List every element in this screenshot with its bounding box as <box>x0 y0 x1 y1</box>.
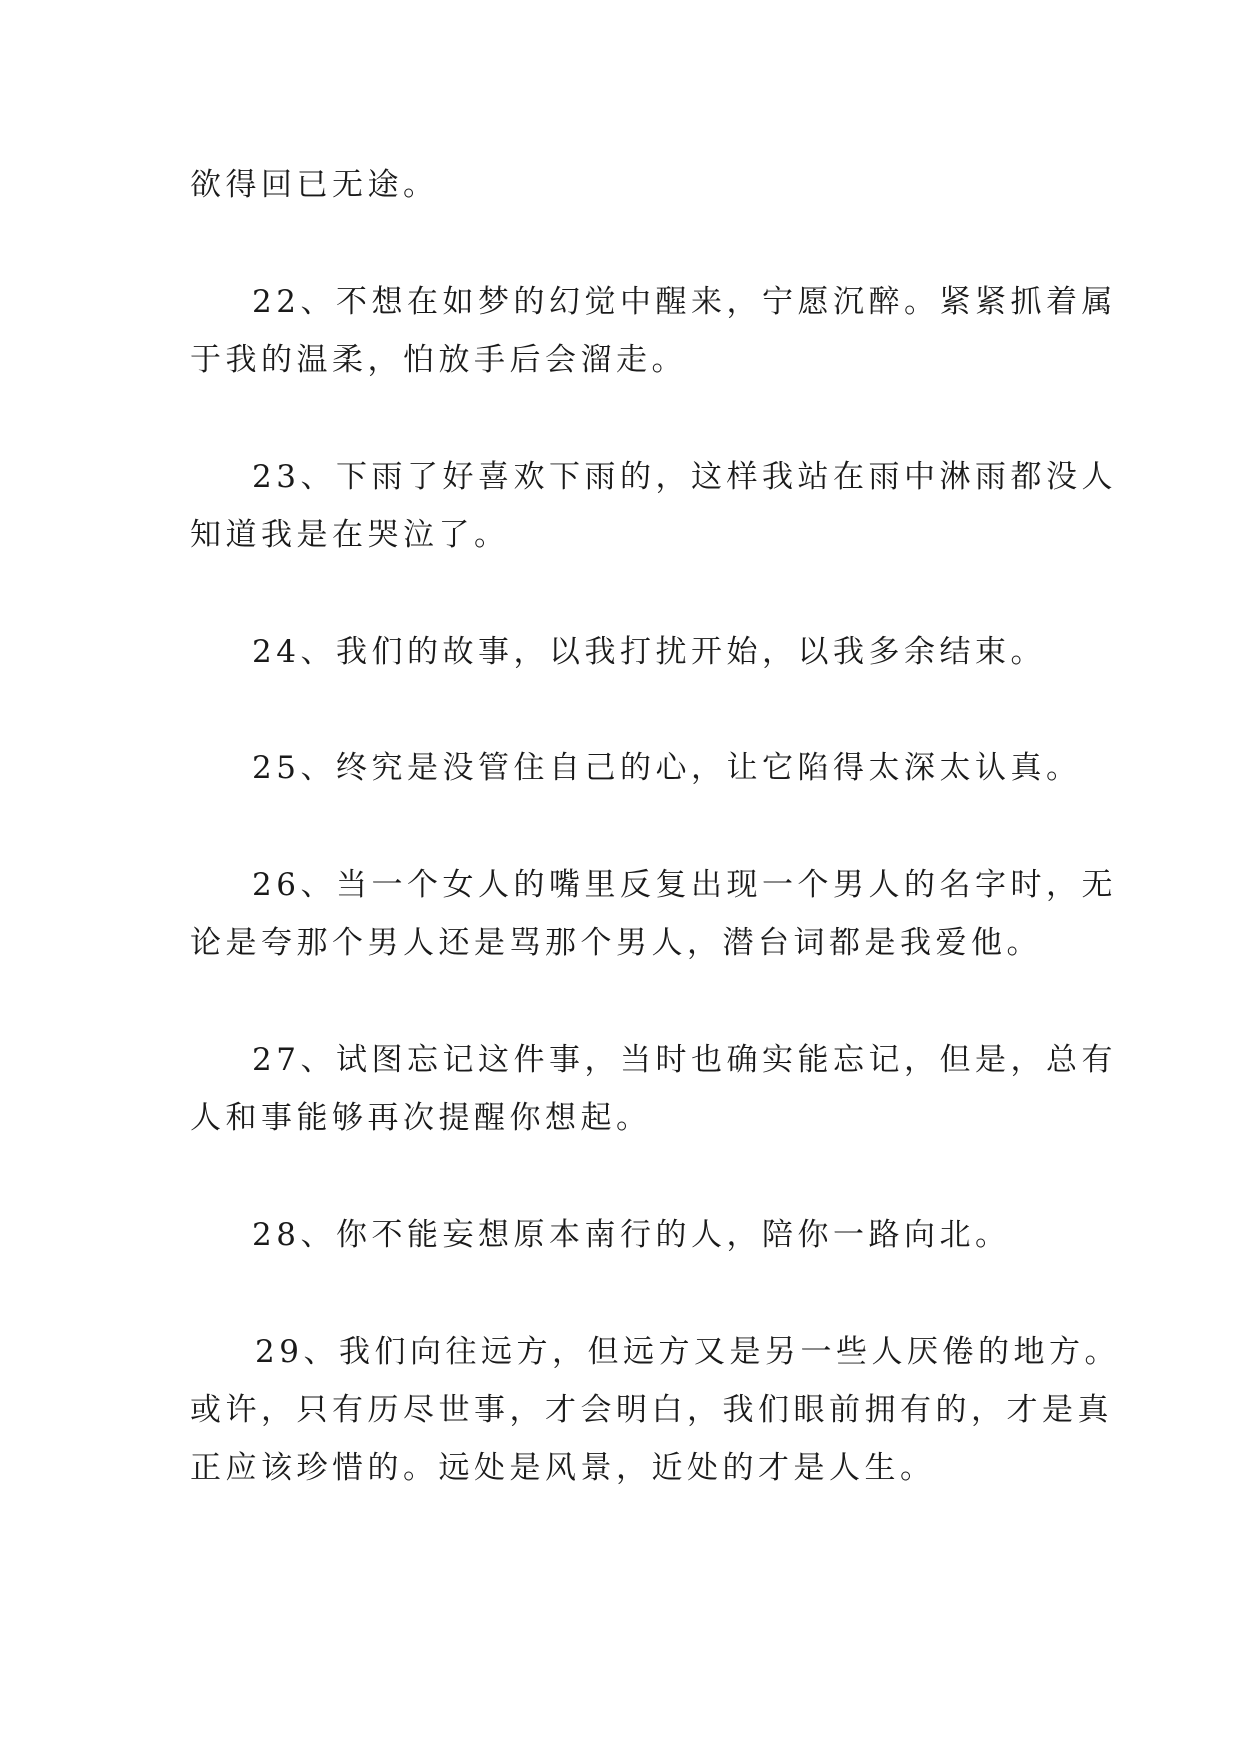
paragraph-24: 24、我们的故事，以我打扰开始，以我多余结束。 <box>252 634 1046 670</box>
paragraph-22-line-1: 22、不想在如梦的幻觉中醒来，宁愿沉醉。紧紧抓着属 <box>252 284 1117 320</box>
paragraph-29-line-3: 正应该珍惜的。远处是风景，近处的才是人生。 <box>190 1450 936 1486</box>
paragraph-22-line-2: 于我的温柔，怕放手后会溜走。 <box>190 342 687 378</box>
paragraph-27-line-2: 人和事能够再次提醒你想起。 <box>190 1100 652 1136</box>
paragraph-26-line-1: 26、当一个女人的嘴里反复出现一个男人的名字时，无 <box>252 867 1117 903</box>
paragraph-21-line-2: 欲得回已无途。 <box>190 167 439 203</box>
paragraph-29-line-2: 或许，只有历尽世事，才会明白，我们眼前拥有的，才是真 <box>190 1392 1113 1428</box>
paragraph-23-line-1: 23、下雨了好喜欢下雨的，这样我站在雨中淋雨都没人 <box>252 459 1117 495</box>
paragraph-27-line-1: 27、试图忘记这件事，当时也确实能忘记，但是，总有 <box>252 1042 1117 1078</box>
paragraph-23-line-2: 知道我是在哭泣了。 <box>190 517 510 553</box>
paragraph-26-line-2: 论是夸那个男人还是骂那个男人，潜台词都是我爱他。 <box>190 925 1042 961</box>
paragraph-25: 25、终究是没管住自己的心，让它陷得太深太认真。 <box>252 750 1082 786</box>
paragraph-29-line-1: 29、我们向往远方，但远方又是另一些人厌倦的地方。 <box>255 1334 1120 1370</box>
paragraph-28: 28、你不能妄想原本南行的人，陪你一路向北。 <box>252 1217 1011 1253</box>
